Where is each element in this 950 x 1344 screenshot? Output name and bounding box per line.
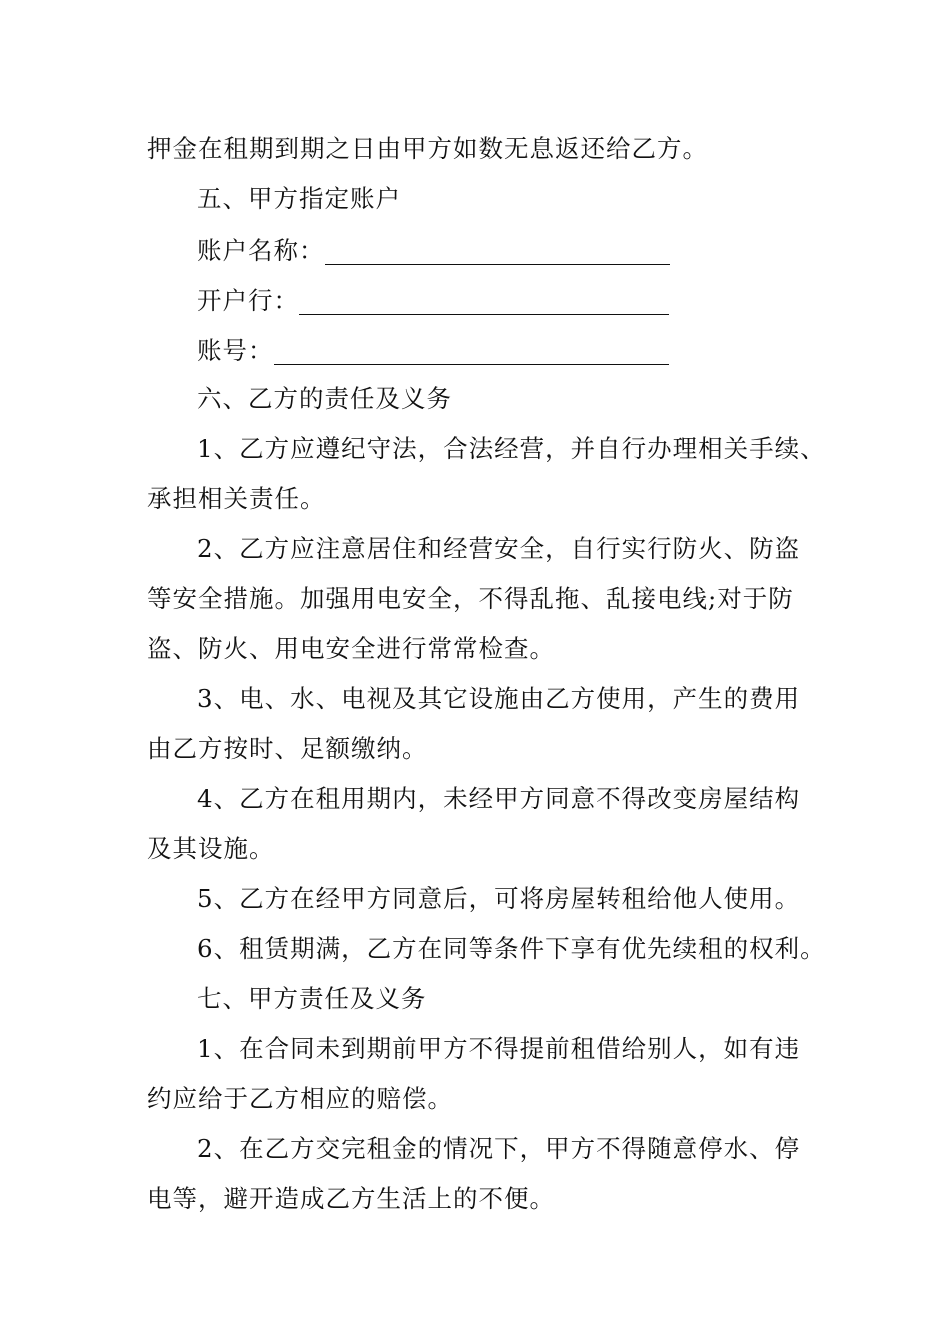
paragraph-line: 及其设施。 (147, 834, 275, 863)
paragraph-line: 4、乙方在租用期内，未经甲方同意不得改变房屋结构 (197, 784, 801, 813)
paragraph-line: 盗、防火、用电安全进行常常检查。 (147, 634, 555, 663)
paragraph-line: 电等，避开造成乙方生活上的不便。 (147, 1184, 555, 1213)
paragraph-line: 6、租赁期满，乙方在同等条件下享有优先续租的权利。 (197, 934, 826, 963)
paragraph-line: 2、乙方应注意居住和经营安全，自行实行防火、防盗 (197, 534, 801, 563)
paragraph-line: 5、乙方在经甲方同意后，可将房屋转租给他人使用。 (197, 884, 801, 913)
paragraph-line: 约应给于乙方相应的赔偿。 (147, 1084, 453, 1113)
account-name-label: 账户名称： (197, 236, 325, 265)
paragraph-line: 3、电、水、电视及其它设施由乙方使用，产生的费用 (197, 684, 801, 713)
bank-row (147, 274, 817, 324)
document-body (147, 124, 826, 1224)
section-heading-party-a: 七、甲方责任及义务 (197, 984, 427, 1013)
paragraph-line: 2、在乙方交完租金的情况下，甲方不得随意停水、停 (197, 1134, 801, 1163)
paragraph-line: 押金在租期到期之日由甲方如数无息返还给乙方。 (147, 134, 708, 163)
section-heading-party-b: 六、乙方的责任及义务 (197, 384, 452, 413)
section-heading-account: 五、甲方指定账户 (197, 184, 401, 213)
bank-blank (299, 280, 669, 315)
paragraph-line: 由乙方按时、足额缴纳。 (147, 734, 428, 763)
paragraph-line: 等安全措施。加强用电安全，不得乱拖、乱接电线;对于防 (147, 584, 794, 613)
account-number-label: 账号： (197, 336, 274, 365)
account-name-blank (325, 230, 670, 265)
paragraph-line: 1、在合同未到期前甲方不得提前租借给别人，如有违 (197, 1034, 801, 1063)
account-name-row (147, 224, 817, 274)
paragraph-line: 承担相关责任。 (147, 484, 326, 513)
account-number-blank (274, 330, 669, 365)
paragraph-line: 1、乙方应遵纪守法，合法经营，并自行办理相关手续、 (197, 434, 826, 463)
account-number-row (147, 324, 817, 374)
bank-label: 开户行： (197, 286, 299, 315)
